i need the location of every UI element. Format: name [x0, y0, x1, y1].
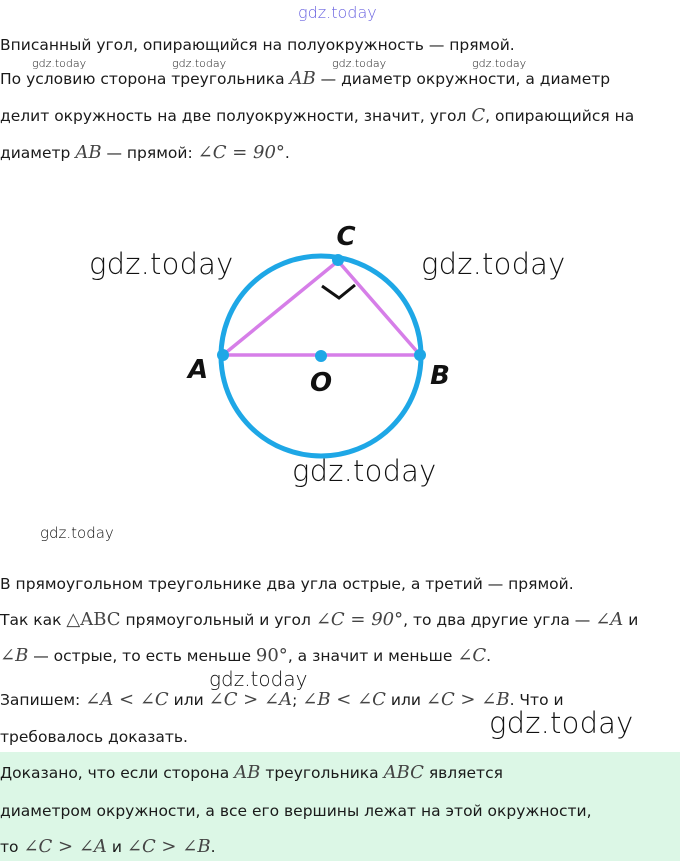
math-ineq-b-c: ∠B < ∠C: [302, 689, 386, 710]
math-angle-b: ∠B: [0, 645, 29, 666]
watermark-figure-bottom: gdz.today: [292, 454, 437, 488]
label-o: O: [309, 368, 333, 398]
text-segment: . Что и: [509, 691, 564, 709]
text-segment: , опирающийся на: [485, 107, 635, 125]
label-a: A: [187, 355, 209, 385]
text-segment: По условию сторона треугольника: [0, 70, 290, 88]
text-segment: ;: [292, 691, 303, 709]
math-ab: AB: [289, 68, 316, 89]
text-segment: или: [385, 691, 426, 709]
math-c: C: [471, 105, 486, 126]
math-angle-c-90: ∠C = 90°: [197, 142, 285, 163]
watermark-row-2: gdz.today: [172, 57, 227, 70]
math-angle-c: ∠C: [457, 645, 487, 666]
watermark-mid-big: gdz.today: [489, 706, 634, 740]
text-line-semicircles: [0, 105, 634, 126]
point-a: [217, 349, 229, 361]
text-segment: Доказано, что если сторона: [0, 764, 235, 782]
text-segment: .: [486, 647, 492, 665]
text-line-right-angle: [0, 142, 290, 163]
text-line-acute: [0, 645, 491, 666]
math-ineq-c-a: ∠C > ∠A: [23, 836, 107, 857]
watermark-row-4: gdz.today: [472, 57, 527, 70]
text-segment: .: [284, 144, 290, 162]
text-segment: треугольника: [260, 764, 384, 782]
watermark-row-3: gdz.today: [332, 57, 387, 70]
text-segment: Так как: [0, 611, 67, 629]
point-o: [315, 350, 327, 362]
text-segment: диаметр: [0, 144, 76, 162]
label-c: C: [336, 222, 356, 252]
text-segment: .: [210, 838, 216, 856]
text-segment: и: [106, 838, 127, 856]
text-segment: и: [623, 611, 639, 629]
watermark-mid-small: gdz.today: [209, 667, 308, 691]
text-line-right-triangle-fact: В прямоугольном треугольнике два угла острые, а третий — прямой.: [0, 575, 574, 593]
text-segment: — острые, то есть меньше: [28, 647, 256, 665]
label-b: B: [430, 361, 450, 391]
conclusion-line-1: [0, 762, 503, 783]
text-segment: является: [423, 764, 503, 782]
text-line-qed: требовалось доказать.: [0, 728, 188, 746]
text-segment: — диаметр окружности, а диаметр: [315, 70, 611, 88]
math-abc: ABC: [383, 762, 424, 783]
text-line-inscribed-angle: Вписанный угол, опирающийся на полуокружность — прямой.: [0, 36, 515, 54]
math-angle-c-90: ∠C = 90°: [315, 609, 404, 630]
text-line-write: [0, 689, 564, 710]
point-c: [332, 254, 344, 266]
text-segment: или: [168, 691, 209, 709]
watermark-row-1: gdz.today: [32, 57, 87, 70]
text-segment: , а значит и меньше: [287, 647, 458, 665]
conclusion-line-2: диаметром окружности, а все его вершины лежат на этой окружности,: [0, 802, 592, 820]
watermark-figure-right: gdz.today: [421, 247, 566, 281]
right-angle-mark: [322, 285, 355, 298]
math-ineq-c-b: ∠C > ∠B: [126, 836, 211, 857]
conclusion-box: [0, 752, 680, 861]
text-segment: Запишем:: [0, 691, 86, 709]
math-ab: AB: [75, 142, 102, 163]
triangle-abc: [223, 261, 420, 355]
math-triangle-abc: △ABC: [66, 609, 121, 630]
watermark-figure-left: gdz.today: [89, 247, 234, 281]
text-segment: , то два другие угла —: [403, 611, 596, 629]
math-ineq-a-c: ∠A < ∠C: [85, 689, 169, 710]
math-ineq-c-a: ∠C > ∠A: [208, 689, 293, 710]
math-ab: AB: [234, 762, 261, 783]
point-b: [414, 349, 426, 361]
text-segment: — прямой:: [101, 144, 198, 162]
math-90: 90°: [255, 645, 288, 666]
text-line-since: [0, 609, 638, 630]
watermark-top: gdz.today: [298, 3, 377, 22]
text-line-condition: [0, 68, 610, 89]
math-ineq-c-b: ∠C > ∠B: [425, 689, 510, 710]
text-segment: то: [0, 838, 24, 856]
text-segment: делит окружность на две полуокружности, значит, угол: [0, 107, 472, 125]
conclusion-line-3: [0, 836, 216, 857]
math-angle-a: ∠A: [595, 609, 624, 630]
text-segment: прямоугольный и угол: [120, 611, 316, 629]
watermark-below-figure: gdz.today: [40, 524, 114, 542]
